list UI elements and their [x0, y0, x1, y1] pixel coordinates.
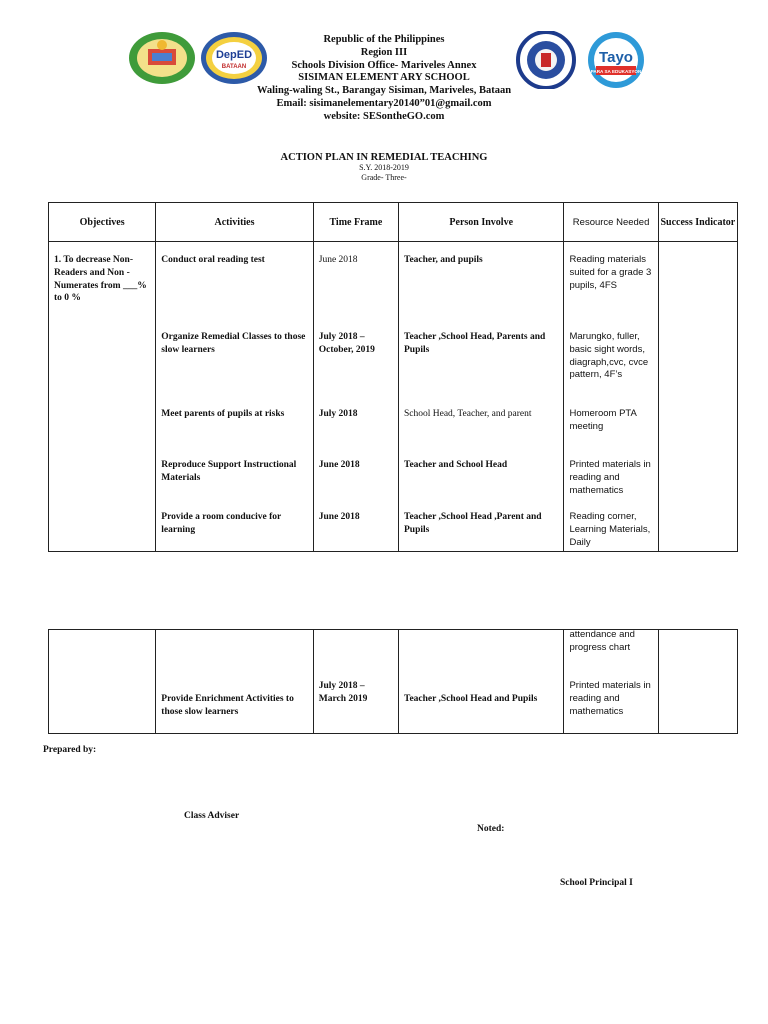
- person-5: Teacher ,School Head ,Parent and Pupils: [403, 512, 542, 535]
- svg-text:PARA SA EDUKASYON: PARA SA EDUKASYON: [590, 69, 642, 74]
- header-line-website: website: SESontheGO.com: [323, 110, 445, 122]
- header-person-involve: Person Involve: [398, 203, 563, 242]
- activity-5: Provide a room conducive for learning: [161, 512, 282, 535]
- objective-text: 1. To decrease Non-Readers and Non -Numerates from ___% to 0 %: [54, 255, 147, 304]
- activity-4: Reproduce Support Instructional Materials: [161, 460, 297, 483]
- time-2: July 2018 – October, 2019: [318, 332, 375, 355]
- svg-text:DepED: DepED: [215, 49, 253, 61]
- success-indicator-cell-continued: [658, 630, 737, 734]
- header-line-republic: Republic of the Philippines: [323, 34, 445, 45]
- person-involve-cell-continued: [398, 630, 563, 734]
- person-2: Teacher ,School Head, Parents and Pupils: [403, 332, 546, 355]
- school-principal-label: School Principal I: [560, 878, 633, 888]
- prepared-by-label: Prepared by:: [43, 745, 97, 755]
- resource-4: Printed materials in reading and mathematics: [569, 459, 651, 496]
- header-time-frame: Time Frame: [313, 203, 398, 242]
- header-line-division: Schools Division Office- Mariveles Annex: [291, 59, 477, 71]
- header-line-school-name: SISIMAN ELEMENT ARY SCHOOL: [298, 72, 470, 84]
- document-title-block: [0, 152, 768, 183]
- activity-1: Conduct oral reading test: [161, 255, 265, 265]
- activity-3: Meet parents of pupils at risks: [161, 409, 285, 419]
- time-6: July 2018 – March 2019: [318, 681, 368, 704]
- header-activities: Activities: [156, 203, 313, 242]
- resource-needed-cell: [564, 242, 658, 552]
- table-row: [49, 242, 738, 552]
- action-plan-table: [48, 202, 738, 552]
- person-1: Teacher, and pupils: [403, 255, 483, 265]
- table-header-row: [49, 203, 738, 242]
- resource-needed-cell-continued: [564, 630, 658, 734]
- header-objectives: Objectives: [49, 203, 156, 242]
- svg-text:BATAAN: BATAAN: [221, 64, 247, 70]
- header-success-indicator: Success Indicator: [658, 203, 737, 242]
- time-frame-cell: [313, 242, 398, 552]
- noted-label: Noted:: [477, 824, 505, 834]
- objective-cell-continued: [49, 630, 156, 734]
- header-line-email: Email: sisimanelementary20140”01@gmail.com: [276, 97, 492, 109]
- time-1: June 2018: [318, 255, 358, 265]
- activity-6: Provide Enrichment Activities to those slow learners: [161, 694, 294, 717]
- person-involve-cell: [398, 242, 563, 552]
- success-indicator-cell: [658, 242, 737, 552]
- person-4: Teacher and School Head: [403, 460, 508, 470]
- grade-level: Grade- Three-: [361, 173, 407, 182]
- class-adviser-label: Class Adviser: [184, 811, 240, 821]
- document-title: ACTION PLAN IN REMEDIAL TEACHING: [280, 152, 488, 163]
- school-year: S.Y. 2018-2019: [359, 163, 409, 172]
- resource-6: Printed materials in reading and mathematics: [569, 680, 651, 717]
- header-line-region: Region III: [360, 46, 408, 58]
- objective-cell: [49, 242, 156, 552]
- header-resource-needed: Resource Needed: [564, 203, 658, 242]
- time-5: June 2018: [318, 512, 360, 522]
- resource-3: Homeroom PTA meeting: [569, 408, 637, 432]
- activities-cell-continued: [156, 630, 313, 734]
- time-4: June 2018: [318, 460, 360, 470]
- school-header: [0, 34, 768, 124]
- person-3: School Head, Teacher, and parent: [403, 409, 532, 419]
- time-3: July 2018: [318, 409, 358, 419]
- resource-2: Marungko, fuller, basic sight words, diagraph,cvc, cvce pattern, 4F’s: [569, 331, 649, 381]
- activity-2: Organize Remedial Classes to those slow learners: [161, 332, 306, 355]
- svg-text:Tayo: Tayo: [599, 49, 633, 66]
- header-line-address: Waling-waling St., Barangay Sisiman, Mariveles, Bataan: [256, 85, 512, 97]
- resource-5: Reading corner, Learning Materials, Daily: [569, 511, 651, 548]
- activities-cell: [156, 242, 313, 552]
- resource-5-continued: attendance and progress chart: [569, 629, 635, 653]
- time-frame-cell-continued: [313, 630, 398, 734]
- table-row: [49, 630, 738, 734]
- person-6: Teacher ,School Head and Pupils: [403, 694, 538, 704]
- action-plan-table-continued: [48, 629, 738, 734]
- resource-1: Reading materials suited for a grade 3 pupils, 4FS: [569, 254, 652, 291]
